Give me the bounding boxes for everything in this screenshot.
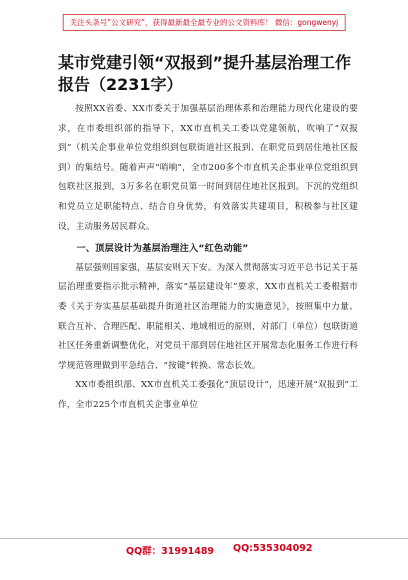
- header-banner: 关注头条号“公文研究”，获得最新最全最专业的公文资料库！ 微信：gongwenyj: [63, 14, 346, 31]
- footer-bar: [0, 538, 408, 555]
- section-paragraph: XX市委组织部、XX市直机关工委强化“顶层设计”，迅速开展“双报到”工作，全市225个市直机关企事业单位: [58, 380, 358, 410]
- qq-group-label: QQ群：31991489: [126, 546, 215, 557]
- qq-contact-label: QQ:535304092: [233, 543, 313, 554]
- intro-paragraph: 按照XX省委、XX市委关于加强基层治理体系和治理能力现代化建设的要求，在市委组织部的指导下，XX市直机关工委以党建领航，吹响了“双报到”（机关企事业单位党组织到包联街道社区报到、在职党员到居住地社区报到）的集结号。随着声声“哨响”，全市200多个市直机关企事业单位党组织到包联社区报到，3万多名在职党员第一时间到居住地社区报到。下沉的党组织和党员立足职能特点、结合自身优势，有效落实共建项目，积极参与社区建设，主动服务居民群众。: [58, 104, 358, 232]
- section-heading: 一、顶层设计为基层治理注入“红色动能”: [76, 243, 249, 255]
- document-body: [58, 100, 358, 416]
- section-paragraph: 基层强则国家强，基层安则天下安。为深入贯彻落实习近平总书记关于基层治理重要指示批示精神，落实“基层建设年”要求，XX市直机关工委根据市委《关于夯实基层基础提升街道社区治理能力的实施意见》，按照集中力量、联合互补、合理匹配、职能相关、地域相近的原则，对部门（单位）包联街道社区任务重新调整优化，对党员干部到居住地社区开展常态化服务工作进行科学规范管理做到平急结合、“按键”转换、常态长效。: [58, 262, 358, 371]
- document-title: 某市党建引领“双报到”提升基层治理工作报告（2231字）: [58, 53, 352, 94]
